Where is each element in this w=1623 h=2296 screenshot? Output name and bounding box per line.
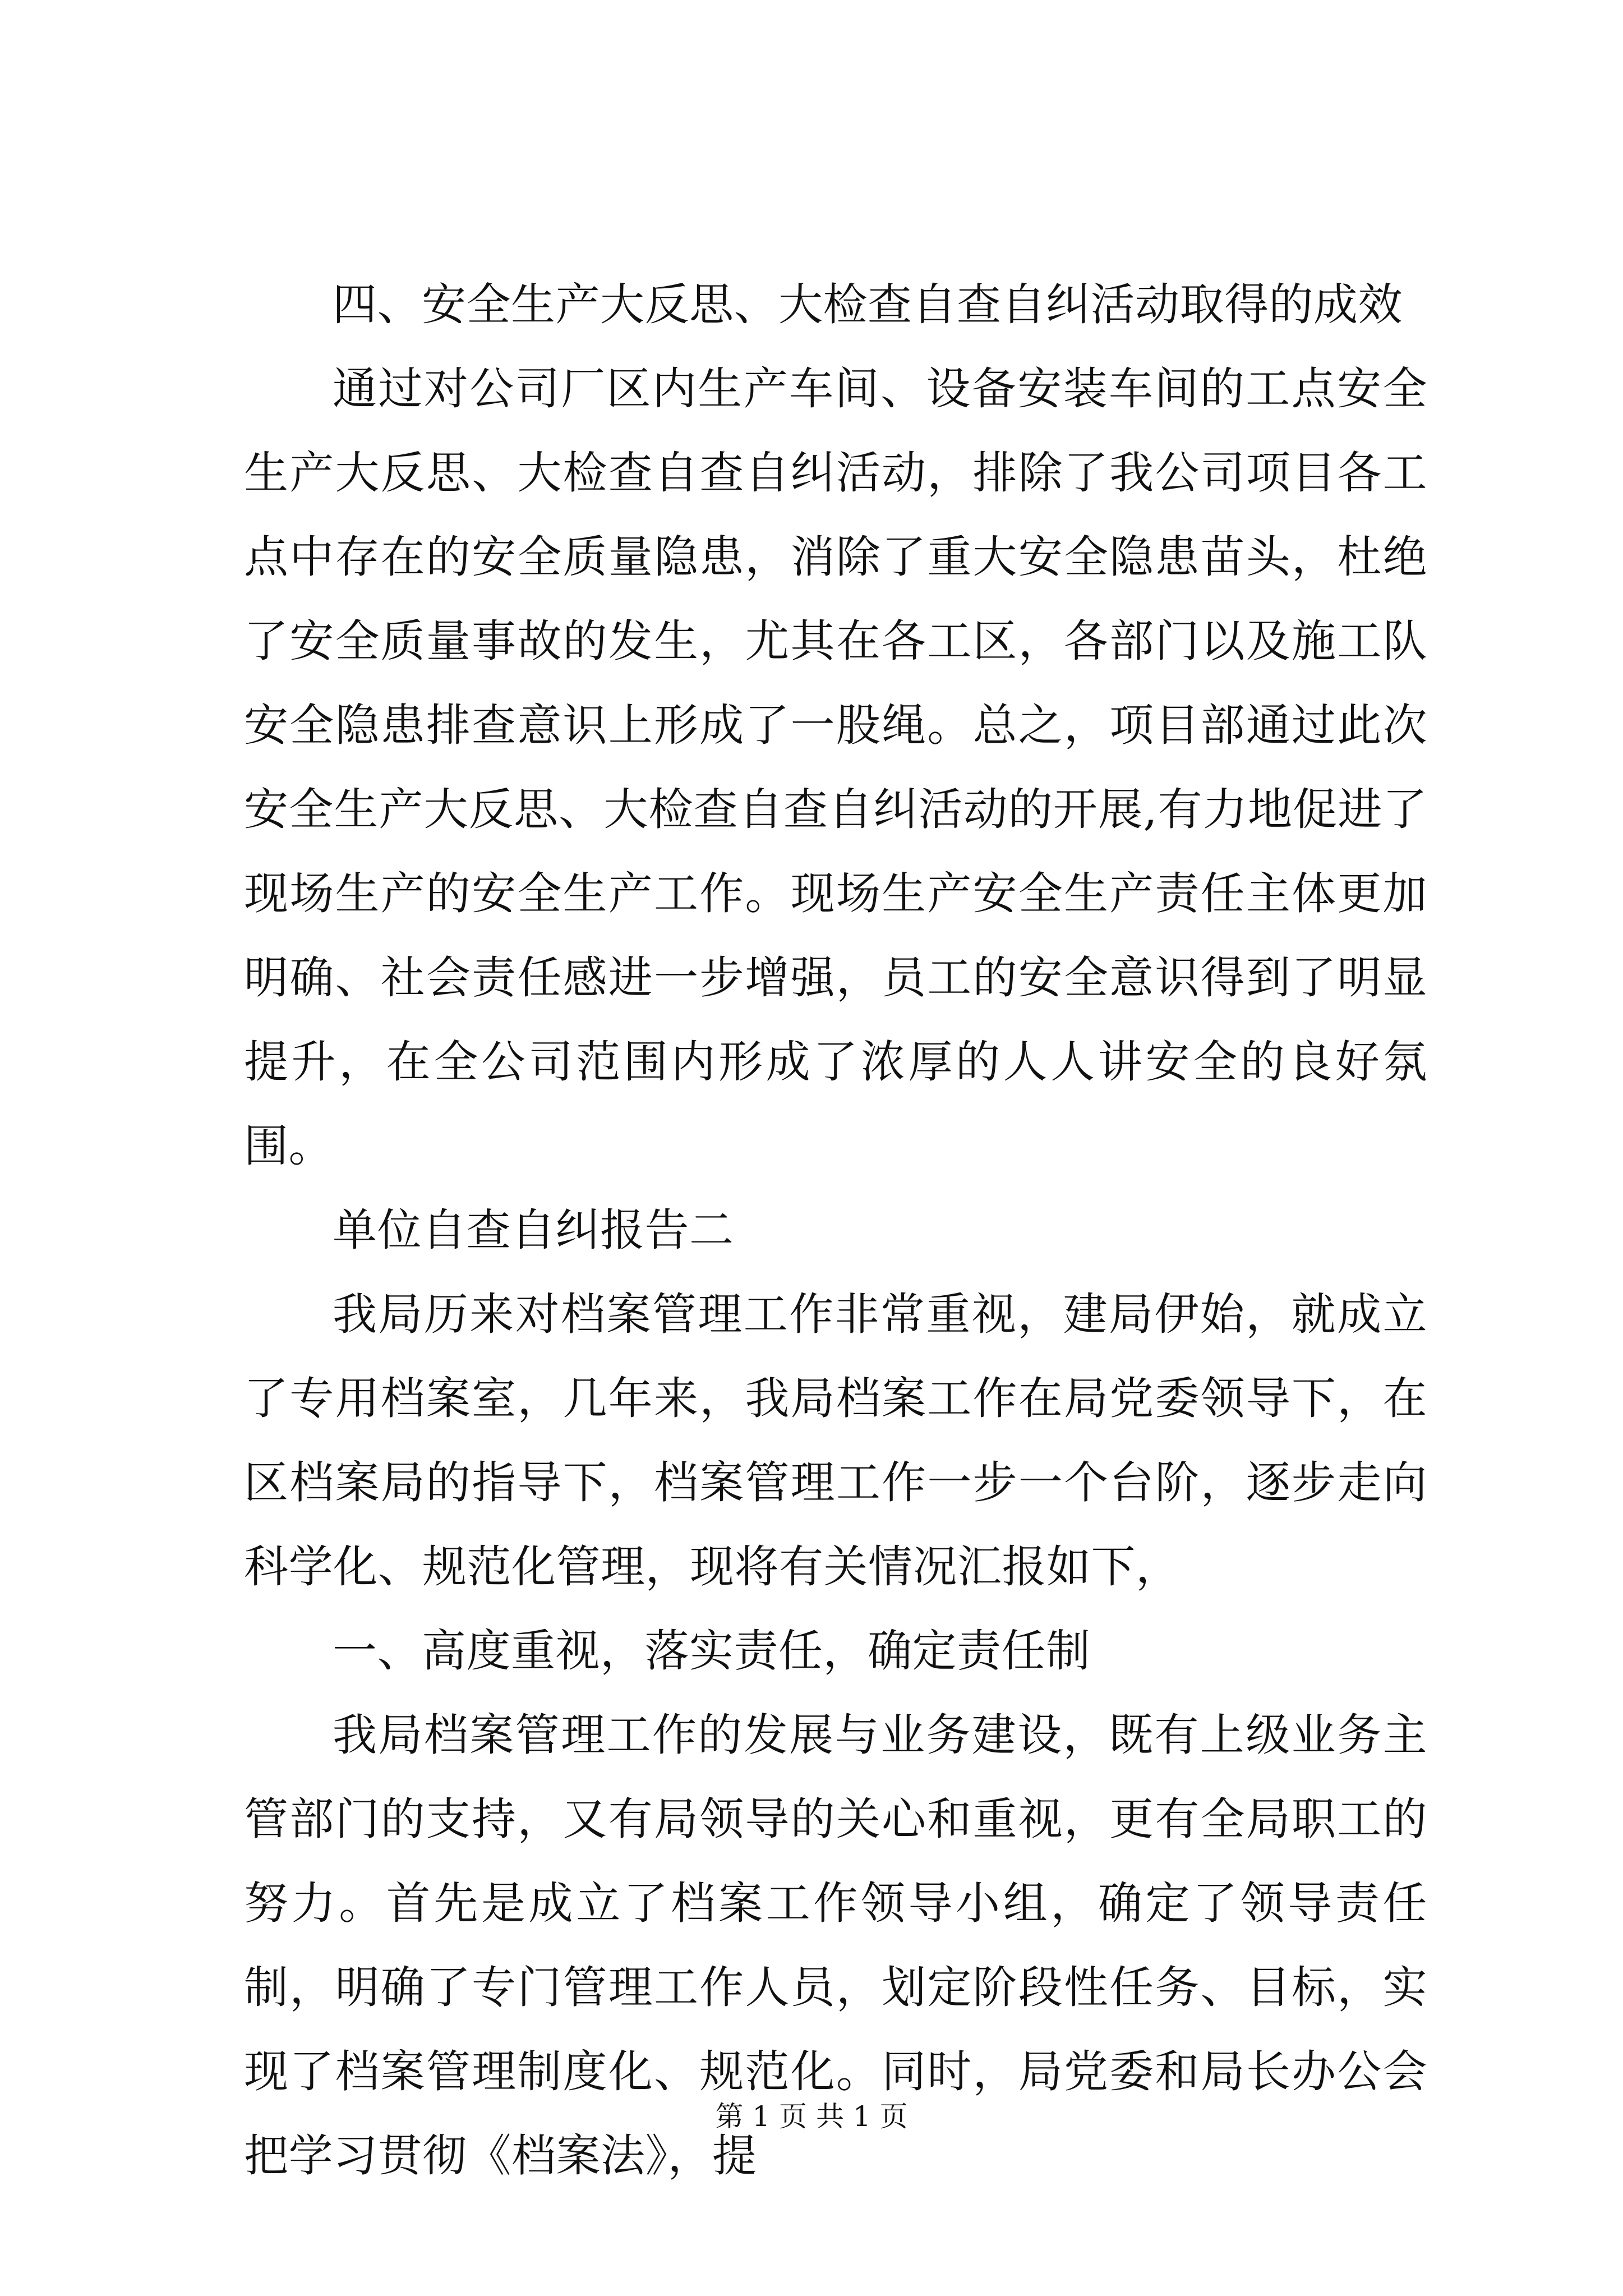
document-body	[244, 263, 1427, 2198]
section-heading-1: 一、高度重视，落实责任，确定责任制	[333, 1625, 1091, 1677]
paragraph: 我局历来对档案管理工作非常重视，建局伊始，就成立了专用档案室，几年来，我局档案工作在局党委领导下，在区档案局的指导下，档案管理工作一步一个台阶，逐步走向科学化、规范化管理，现将有关情况汇报如下，	[244, 1289, 1427, 1593]
page-footer: 第 1 页 共 1 页	[715, 2100, 908, 2133]
paragraph: 我局档案管理工作的发展与业务建设，既有上级业务主管部门的支持，又有局领导的关心和重视，更有全局职工的努力。首先是成立了档案工作领导小组，确定了领导责任制，明确了专门管理工作人员，划定阶段性任务、目标，实现了档案管理制度化、规范化。同时，局党委和局长办公会把学习贯彻《档案法》，提	[244, 1709, 1427, 2182]
report-title: 单位自查自纠报告二	[333, 1204, 734, 1256]
section-heading-4: 四、安全生产大反思、大检查自查自纠活动取得的成效	[333, 279, 1403, 330]
paragraph: 通过对公司厂区内生产车间、设备安装车间的工点安全生产大反思、大检查自查自纠活动，排除了我公司项目各工点中存在的安全质量隐患，消除了重大安全隐患苗头，杜绝了安全质量事故的发生，尤其在各工区，各部门以及施工队安全隐患排查意识上形成了一股绳。总之，项目部通过此次安全生产大反思、大检查自查自纠活动的开展,有力地促进了现场生产的安全生产工作。现场生产安全生产责任主体更加明确、社会责任感进一步增强，员工的安全意识得到了明显提升，在全公司范围内形成了浓厚的人人讲安全的良好氛围。	[244, 363, 1427, 1172]
